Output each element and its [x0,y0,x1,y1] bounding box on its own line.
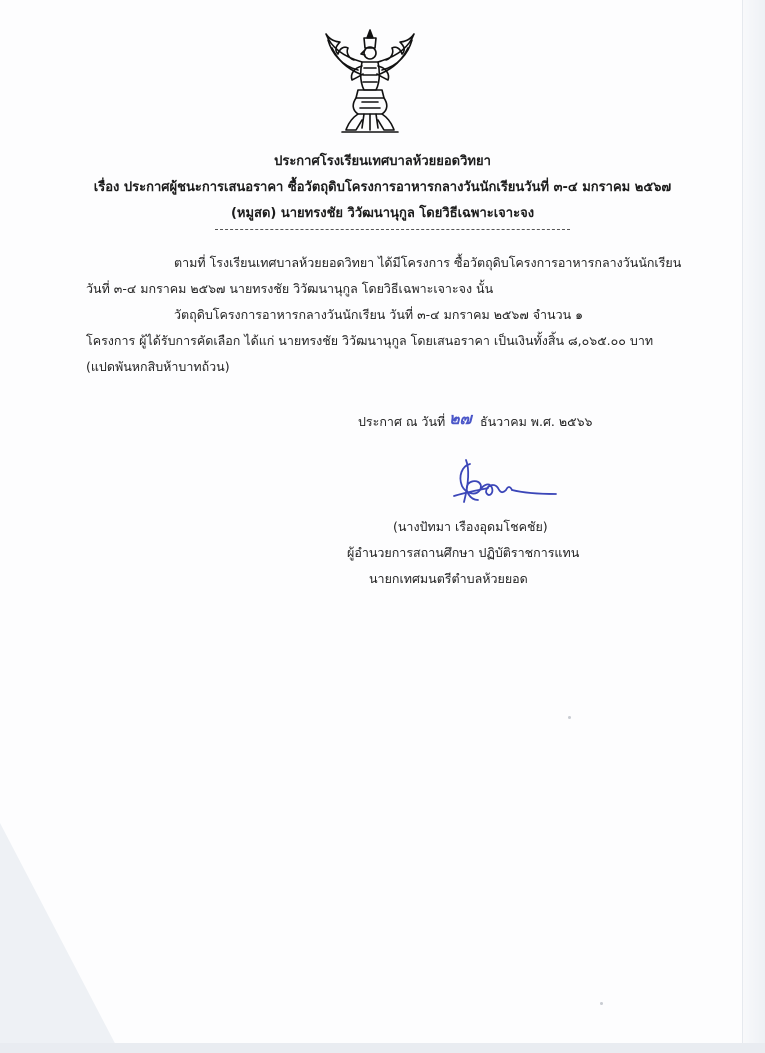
body-paragraph-2-line-2: โครงการ ผู้ได้รับการคัดเลือก ได้แก่ นายทรงชัย วิวัฒนานุกูล โดยเสนอราคา เป็นเงินทั้งสิ้น ๘,๐๖๕.๐๐ บาท [86,333,654,348]
garuda-emblem-icon [318,28,422,134]
scan-speck [568,716,571,719]
section-divider [215,229,570,230]
signatory-name: (นางปัทมา เรืองอุดมโชคชัย) [393,519,548,534]
announce-date-day: ๒๗ [449,409,472,428]
handwritten-signature-icon [440,456,560,512]
scan-speck [600,1002,603,1005]
announcement-subject-continued: (หมูสด) นายทรงชัย วิวัฒนานุกูล โดยวิธีเฉพาะเจาะจง [230,206,535,221]
scan-bottom-edge [0,1043,765,1053]
body-paragraph-1-line-1: ตามที่ โรงเรียนเทศบาลห้วยยอดวิทยา ได้มีโครงการ ซื้อวัตถุดิบโครงการอาหารกลางวันนักเรียน [174,255,682,270]
announcement-title: ประกาศโรงเรียนเทศบาลห้วยยอดวิทยา [274,154,491,169]
announcement-subject: เรื่อง ประกาศผู้ชนะการเสนอราคา ซื้อวัตถุดิบโครงการอาหารกลางวันนักเรียนวันที่ ๓-๔ มกราคม ๒๕๖๗ [93,180,672,195]
announce-date-suffix: ธันวาคม พ.ศ. ๒๕๖๖ [480,414,593,429]
body-paragraph-2-line-3: (แปดพันหกสิบห้าบาทถ้วน) [86,359,230,374]
signatory-position: ผู้อำนวยการสถานศึกษา ปฏิบัติราชการแทน [347,545,580,560]
signatory-acting-for: นายกเทศมนตรีตำบลห้วยยอด [369,571,528,586]
paper-fold [0,823,120,1053]
body-paragraph-1-line-2: วันที่ ๓-๔ มกราคม ๒๕๖๗ นายทรงชัย วิวัฒนานุกูล โดยวิธีเฉพาะเจาะจง นั้น [86,281,494,296]
announce-date-prefix: ประกาศ ณ วันที่ [358,414,446,429]
body-paragraph-2-line-1: วัตถุดิบโครงการอาหารกลางวันนักเรียน วันที่ ๓-๔ มกราคม ๒๕๖๗ จำนวน ๑ [174,307,584,322]
